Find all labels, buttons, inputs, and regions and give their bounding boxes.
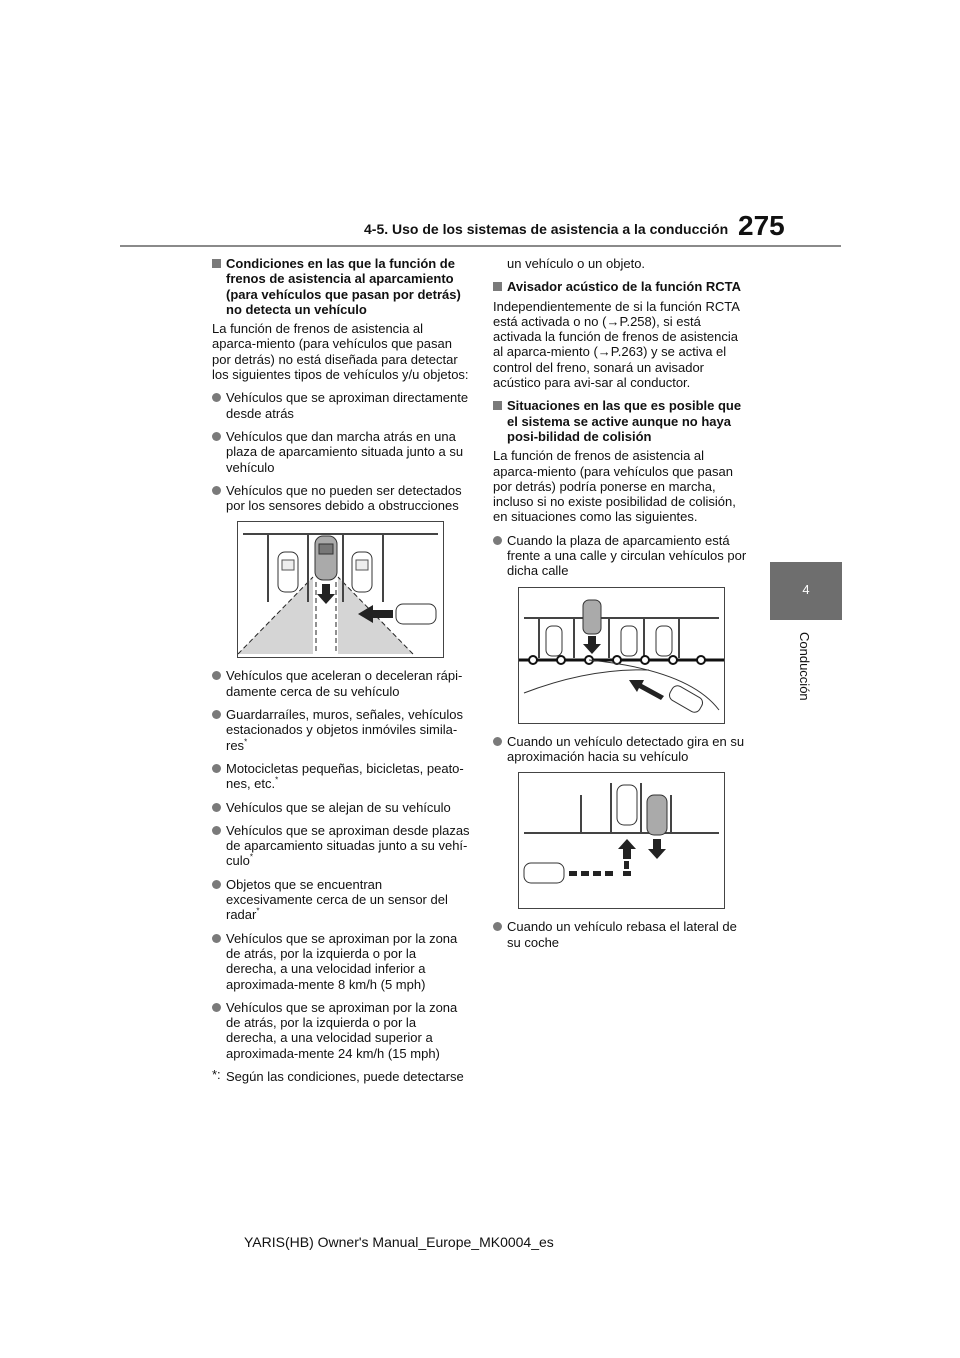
list-item xyxy=(212,429,470,475)
list-item xyxy=(493,734,751,765)
heading-text: Condiciones en las que la función de frenos de asistencia al aparcamiento (para vehículos que pasan por detrás) no detecta un vehículo xyxy=(226,256,461,317)
bullet-icon xyxy=(212,710,221,719)
list-item xyxy=(212,800,470,815)
turning-vehicle-illustration xyxy=(519,773,724,908)
section-heading-rcta-buzzer xyxy=(493,279,751,294)
bullet-icon xyxy=(212,486,221,495)
bullet-icon xyxy=(493,922,502,931)
list-item-text: Guardarraíles, muros, señales, vehículos estacionados y objetos inmóviles simila-res xyxy=(226,707,463,753)
list-item xyxy=(493,919,751,950)
footnote-ref: * xyxy=(256,906,260,916)
bullet-icon xyxy=(212,764,221,773)
list-item xyxy=(212,931,470,992)
list-item xyxy=(493,533,751,579)
heading-text: Avisador acústico de la función RCTA xyxy=(507,279,742,295)
list-item xyxy=(212,668,470,699)
footer-manual-id: YARIS(HB) Owner's Manual_Europe_MK0004_es xyxy=(244,1234,554,1250)
list-item xyxy=(212,707,470,753)
figure-turning-vehicle xyxy=(518,772,725,909)
list-item-text: Objetos que se encuentran excesivamente cerca de un sensor del radar xyxy=(226,876,448,923)
rear-parking-illustration xyxy=(238,522,443,657)
list-item-text: Vehículos que se aproximan por la zona de atrás, por la izquierda o por la derecha, a una velocidad superior a aproximada-mente 24 km/h (15 mph) xyxy=(226,999,458,1061)
continuation-text: un vehículo o un objeto. xyxy=(507,256,646,271)
footnote-ref: * xyxy=(244,737,248,747)
rcta-buzzer-paragraph: Independientemente de si la función RCTA está activada o no (→P.258), si está activada la función de frenos de asistencia al aparca-miento (→P.263) y se activa el control del freno, sonará un avisador acústico para avi-sar al conductor. xyxy=(493,298,740,391)
section-heading-false-activation xyxy=(493,398,751,444)
list-item xyxy=(212,390,470,421)
page-number: 275 xyxy=(738,210,785,241)
list-item-text: Vehículos que no pueden ser detectados por los sensores debido a obstrucciones xyxy=(226,482,462,514)
heading-text: Situaciones en las que es posible que el sistema se active aunque no haya posi-bilidad de colisión xyxy=(507,398,742,444)
list-item xyxy=(212,823,470,869)
list-item-text: Vehículos que se alejan de su vehículo xyxy=(226,799,451,815)
list-item-text: Vehículos que se aproximan por la zona de atrás, por la izquierda o por la derecha, a una velocidad inferior a aproximada-mente 8 km/h (5 mph) xyxy=(226,930,458,992)
footnote-mark: *: xyxy=(212,1066,221,1082)
chapter-label: Conducción xyxy=(797,632,812,701)
list-item-text: Cuando un vehículo detectado gira en su aproximación hacia su vehículo xyxy=(507,733,745,764)
bullet-icon xyxy=(493,737,502,746)
list-item xyxy=(212,483,470,514)
right-column xyxy=(493,256,751,958)
bullet-icon xyxy=(212,880,221,889)
list-item-text: Vehículos que aceleran o deceleran rápi-damente cerca de su vehículo xyxy=(226,668,463,699)
left-column xyxy=(212,256,470,1092)
list-item-text: Vehículos que se aproximan desde plazas de aparcamiento situadas junto a su vehí-culo xyxy=(226,822,470,869)
bullet-icon xyxy=(212,826,221,835)
false-activation-paragraph: La función de frenos de asistencia al aparca-miento (para vehículos que pasan por detrás) podría ponerse en marcha, incluso si no existe posibilidad de colisión, en situaciones como las siguientes. xyxy=(493,448,736,525)
list-item-text: Vehículos que dan marcha atrás en una plaza de aparcamiento situada junto a su vehículo xyxy=(226,428,464,475)
bullet-icon xyxy=(212,432,221,441)
list-item-text: Cuando la plaza de aparcamiento está frente a una calle y circulan vehículos por dicha calle xyxy=(507,532,747,579)
street-traffic-illustration xyxy=(519,588,724,723)
list-item-text: Motocicletas pequeñas, bicicletas, peato-nes, etc. xyxy=(226,760,464,792)
figure-street-traffic xyxy=(518,587,725,724)
bullet-icon xyxy=(493,536,502,545)
list-item-text: Cuando un vehículo rebasa el lateral de su coche xyxy=(507,919,737,950)
bullet-icon xyxy=(212,1003,221,1012)
footnote xyxy=(212,1066,470,1084)
bullet-icon xyxy=(212,393,221,402)
bullet-icon xyxy=(212,671,221,680)
footnote-ref: * xyxy=(275,775,279,785)
footnote-text: Según las condiciones, puede detectarse xyxy=(226,1068,464,1084)
section-heading-detection-limits xyxy=(212,256,470,317)
chapter-number: 4 xyxy=(802,582,810,597)
intro-paragraph: La función de frenos de asistencia al aparca-miento (para vehículos que pasan por detrás) no está diseñada para detectar los siguientes tipos de vehículos y/u objetos: xyxy=(212,321,469,383)
section-title: 4-5. Uso de los sistemas de asistencia a la conducción xyxy=(364,221,729,237)
footnote-ref: * xyxy=(249,853,253,863)
list-item xyxy=(212,1000,470,1061)
figure-rear-parking xyxy=(237,521,444,658)
list-item-text: Vehículos que se aproximan directamente desde atrás xyxy=(226,390,469,421)
bullet-icon xyxy=(212,934,221,943)
list-item xyxy=(212,877,470,923)
header-divider xyxy=(120,245,841,247)
bullet-icon xyxy=(212,803,221,812)
chapter-tab[interactable] xyxy=(770,562,842,620)
list-item xyxy=(212,761,470,792)
